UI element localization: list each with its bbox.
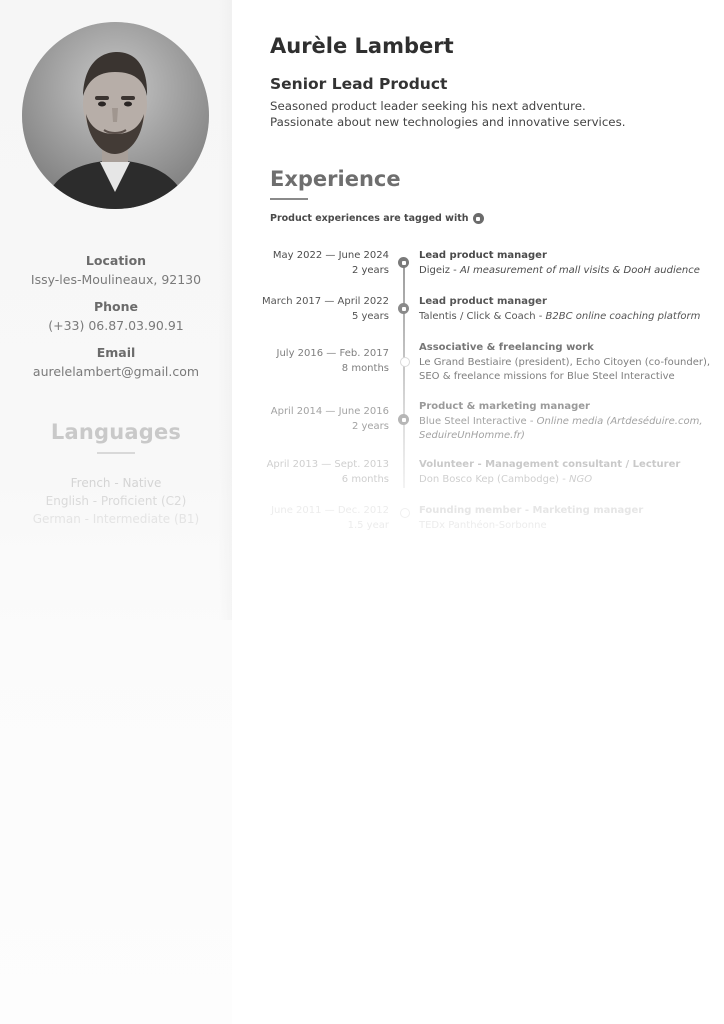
organization (419, 264, 719, 279)
organization (419, 415, 719, 444)
language-item: English - Proficient (C2) (45, 494, 187, 508)
date-range: June 2011 — Dec. 2012 (271, 505, 389, 516)
timeline-dot (400, 357, 410, 367)
phone-value[interactable]: (+33) 06.87.03.90.91 (48, 318, 184, 333)
role-title: Associative & freelancing work (419, 342, 594, 353)
organization (419, 310, 719, 325)
experience-underline (270, 198, 308, 200)
product-tag-icon (398, 414, 409, 425)
timeline-dot (400, 508, 410, 518)
organization: TEDx Panthéon-Sorbonne (419, 519, 547, 531)
avatar (22, 22, 209, 209)
role-title: Lead product manager (419, 250, 547, 261)
experience-body (419, 295, 719, 324)
tag-note (270, 213, 484, 224)
phone-block (0, 299, 232, 335)
summary-line: Seasoned product leader seeking his next adventure. (270, 99, 586, 113)
role-title: Lead product manager (419, 296, 547, 307)
experience-body (419, 341, 719, 385)
location-value: Issy-les-Moulineaux, 92130 (30, 272, 202, 287)
product-tag-icon (473, 213, 484, 224)
role-title: Product & marketing manager (419, 401, 590, 412)
duration: 2 years (351, 420, 389, 432)
languages-underline (97, 452, 135, 454)
summary-line: Passionate about new technologies and innovative services. (270, 115, 626, 129)
experience-dates (240, 405, 389, 434)
date-range: March 2017 — April 2022 (262, 296, 389, 307)
person-name: Aurèle Lambert (270, 34, 454, 58)
location-label: Location (85, 253, 147, 268)
org-description: Online media (Artdeséduire.com, SeduireUnHomme.fr) (419, 415, 703, 441)
location-block (0, 253, 232, 289)
product-tag-icon (398, 257, 409, 268)
duration: 6 months (341, 473, 389, 485)
sidebar (0, 0, 232, 1024)
profile-photo-icon (22, 22, 209, 209)
role-title: Volunteer - Management consultant / Lecturer (419, 459, 681, 470)
experience-body (419, 458, 719, 487)
org-name: Digeiz - (419, 264, 460, 276)
experience-dates (240, 295, 389, 324)
duration: 2 years (351, 264, 389, 276)
date-range: April 2014 — June 2016 (270, 406, 389, 417)
experience-dates (240, 504, 389, 533)
languages-list (0, 474, 232, 528)
org-name: Blue Steel Interactive - (419, 415, 537, 427)
org-description: B2BC online coaching platform (545, 310, 701, 322)
profile-summary (270, 98, 710, 130)
email-block (0, 345, 232, 381)
organization (419, 473, 719, 488)
email-label: Email (96, 345, 136, 360)
tag-note-text: Product experiences are tagged with (270, 213, 469, 224)
experience-dates (240, 458, 389, 487)
date-range: April 2013 — Sept. 2013 (266, 459, 389, 470)
experience-body (419, 504, 719, 533)
language-item: French - Native (70, 476, 162, 490)
language-item: German - Intermediate (B1) (32, 512, 200, 526)
experience-body (419, 249, 719, 278)
organization: Le Grand Bestiaire (president), Echo Citoyen (co-founder), SEO & freelance missions for Blue Steel Interactive (419, 356, 711, 382)
product-tag-icon (398, 303, 409, 314)
duration: 8 months (341, 362, 389, 374)
experience-title: Experience (270, 167, 401, 191)
email-value[interactable]: aurelelambert@gmail.com (32, 364, 200, 379)
experience-dates (240, 347, 389, 376)
languages-title: Languages (50, 420, 182, 444)
role-title: Founding member - Marketing manager (419, 505, 644, 516)
experience-dates (240, 249, 389, 278)
timeline-line (403, 258, 405, 488)
experience-body (419, 400, 719, 444)
org-name: Don Bosco Kep (Cambodge) - (419, 473, 569, 485)
duration: 1.5 year (347, 519, 389, 531)
date-range: May 2022 — June 2024 (272, 250, 389, 261)
org-description: AI measurement of mall visits & DooH audience (459, 264, 700, 276)
duration: 5 years (351, 310, 389, 322)
job-headline: Senior Lead Product (270, 75, 448, 93)
phone-label: Phone (93, 299, 139, 314)
org-description: NGO (569, 473, 593, 485)
date-range: July 2016 — Feb. 2017 (276, 348, 389, 359)
org-name: Talentis / Click & Coach - (419, 310, 546, 322)
